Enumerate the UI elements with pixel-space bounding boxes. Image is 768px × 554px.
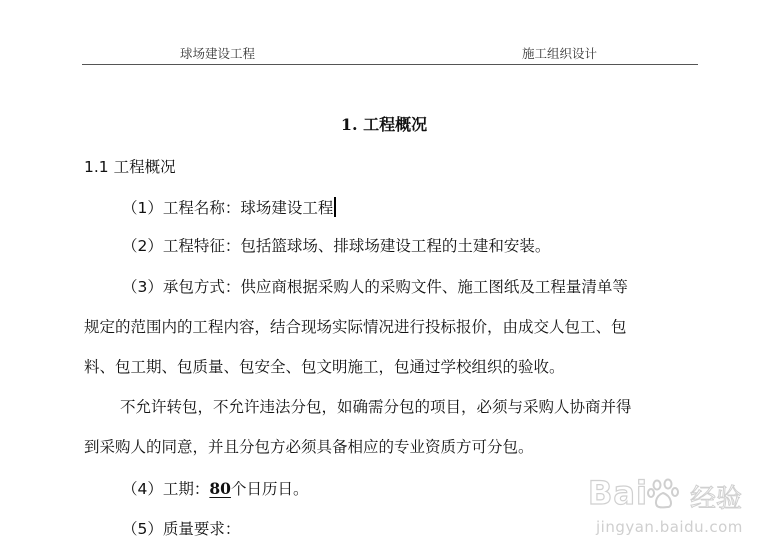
item-duration: [122, 479, 308, 499]
item-quality: （5）质量要求：: [122, 520, 241, 538]
item-project-name[interactable]: [122, 197, 336, 218]
item-contract-line-2: 规定的范围内的工程内容，结合现场实际情况进行投标报价，由成交人包工、包: [84, 318, 627, 336]
item-contract-line-3: 料、包工期、包质量、包安全、包文明施工，包通过学校组织的验收。: [84, 358, 565, 376]
watermark-brand: Bai: [588, 474, 648, 512]
paw-icon: [646, 476, 682, 512]
page-header: [82, 40, 698, 65]
header-project-name: 球场建设工程: [180, 46, 256, 61]
item-duration-label: （4）工期：: [122, 480, 210, 498]
item-project-feature: （2）工程特征：包括篮球场、排球场建设工程的土建和安装。: [122, 237, 551, 255]
section-heading: 1.1 工程概况: [84, 158, 176, 176]
item-duration-value: 80: [209, 479, 231, 498]
baidu-jingyan-watermark: [588, 474, 758, 544]
item-duration-unit: 个日历日。: [230, 480, 309, 498]
subcontract-line-1: 不允许转包，不允许违法分包，如确需分包的项目，必须与采购人协商并得: [120, 398, 632, 416]
item-contract-line-1: （3）承包方式：供应商根据采购人的采购文件、施工图纸及工程量清单等: [122, 278, 628, 296]
chapter-title: 1. 工程概况: [340, 115, 428, 134]
text-cursor: [334, 197, 336, 217]
watermark-brand-cn: 经验: [690, 484, 743, 514]
item-project-name-label: （1）工程名称：: [122, 199, 241, 217]
watermark-url: jingyan.baidu.com: [596, 518, 743, 536]
header-doc-type: 施工组织设计: [522, 46, 598, 61]
item-project-name-value: 球场建设工程: [240, 199, 334, 217]
subcontract-line-2: 到采购人的同意，并且分包方必须具备相应的专业资质方可分包。: [84, 438, 534, 456]
